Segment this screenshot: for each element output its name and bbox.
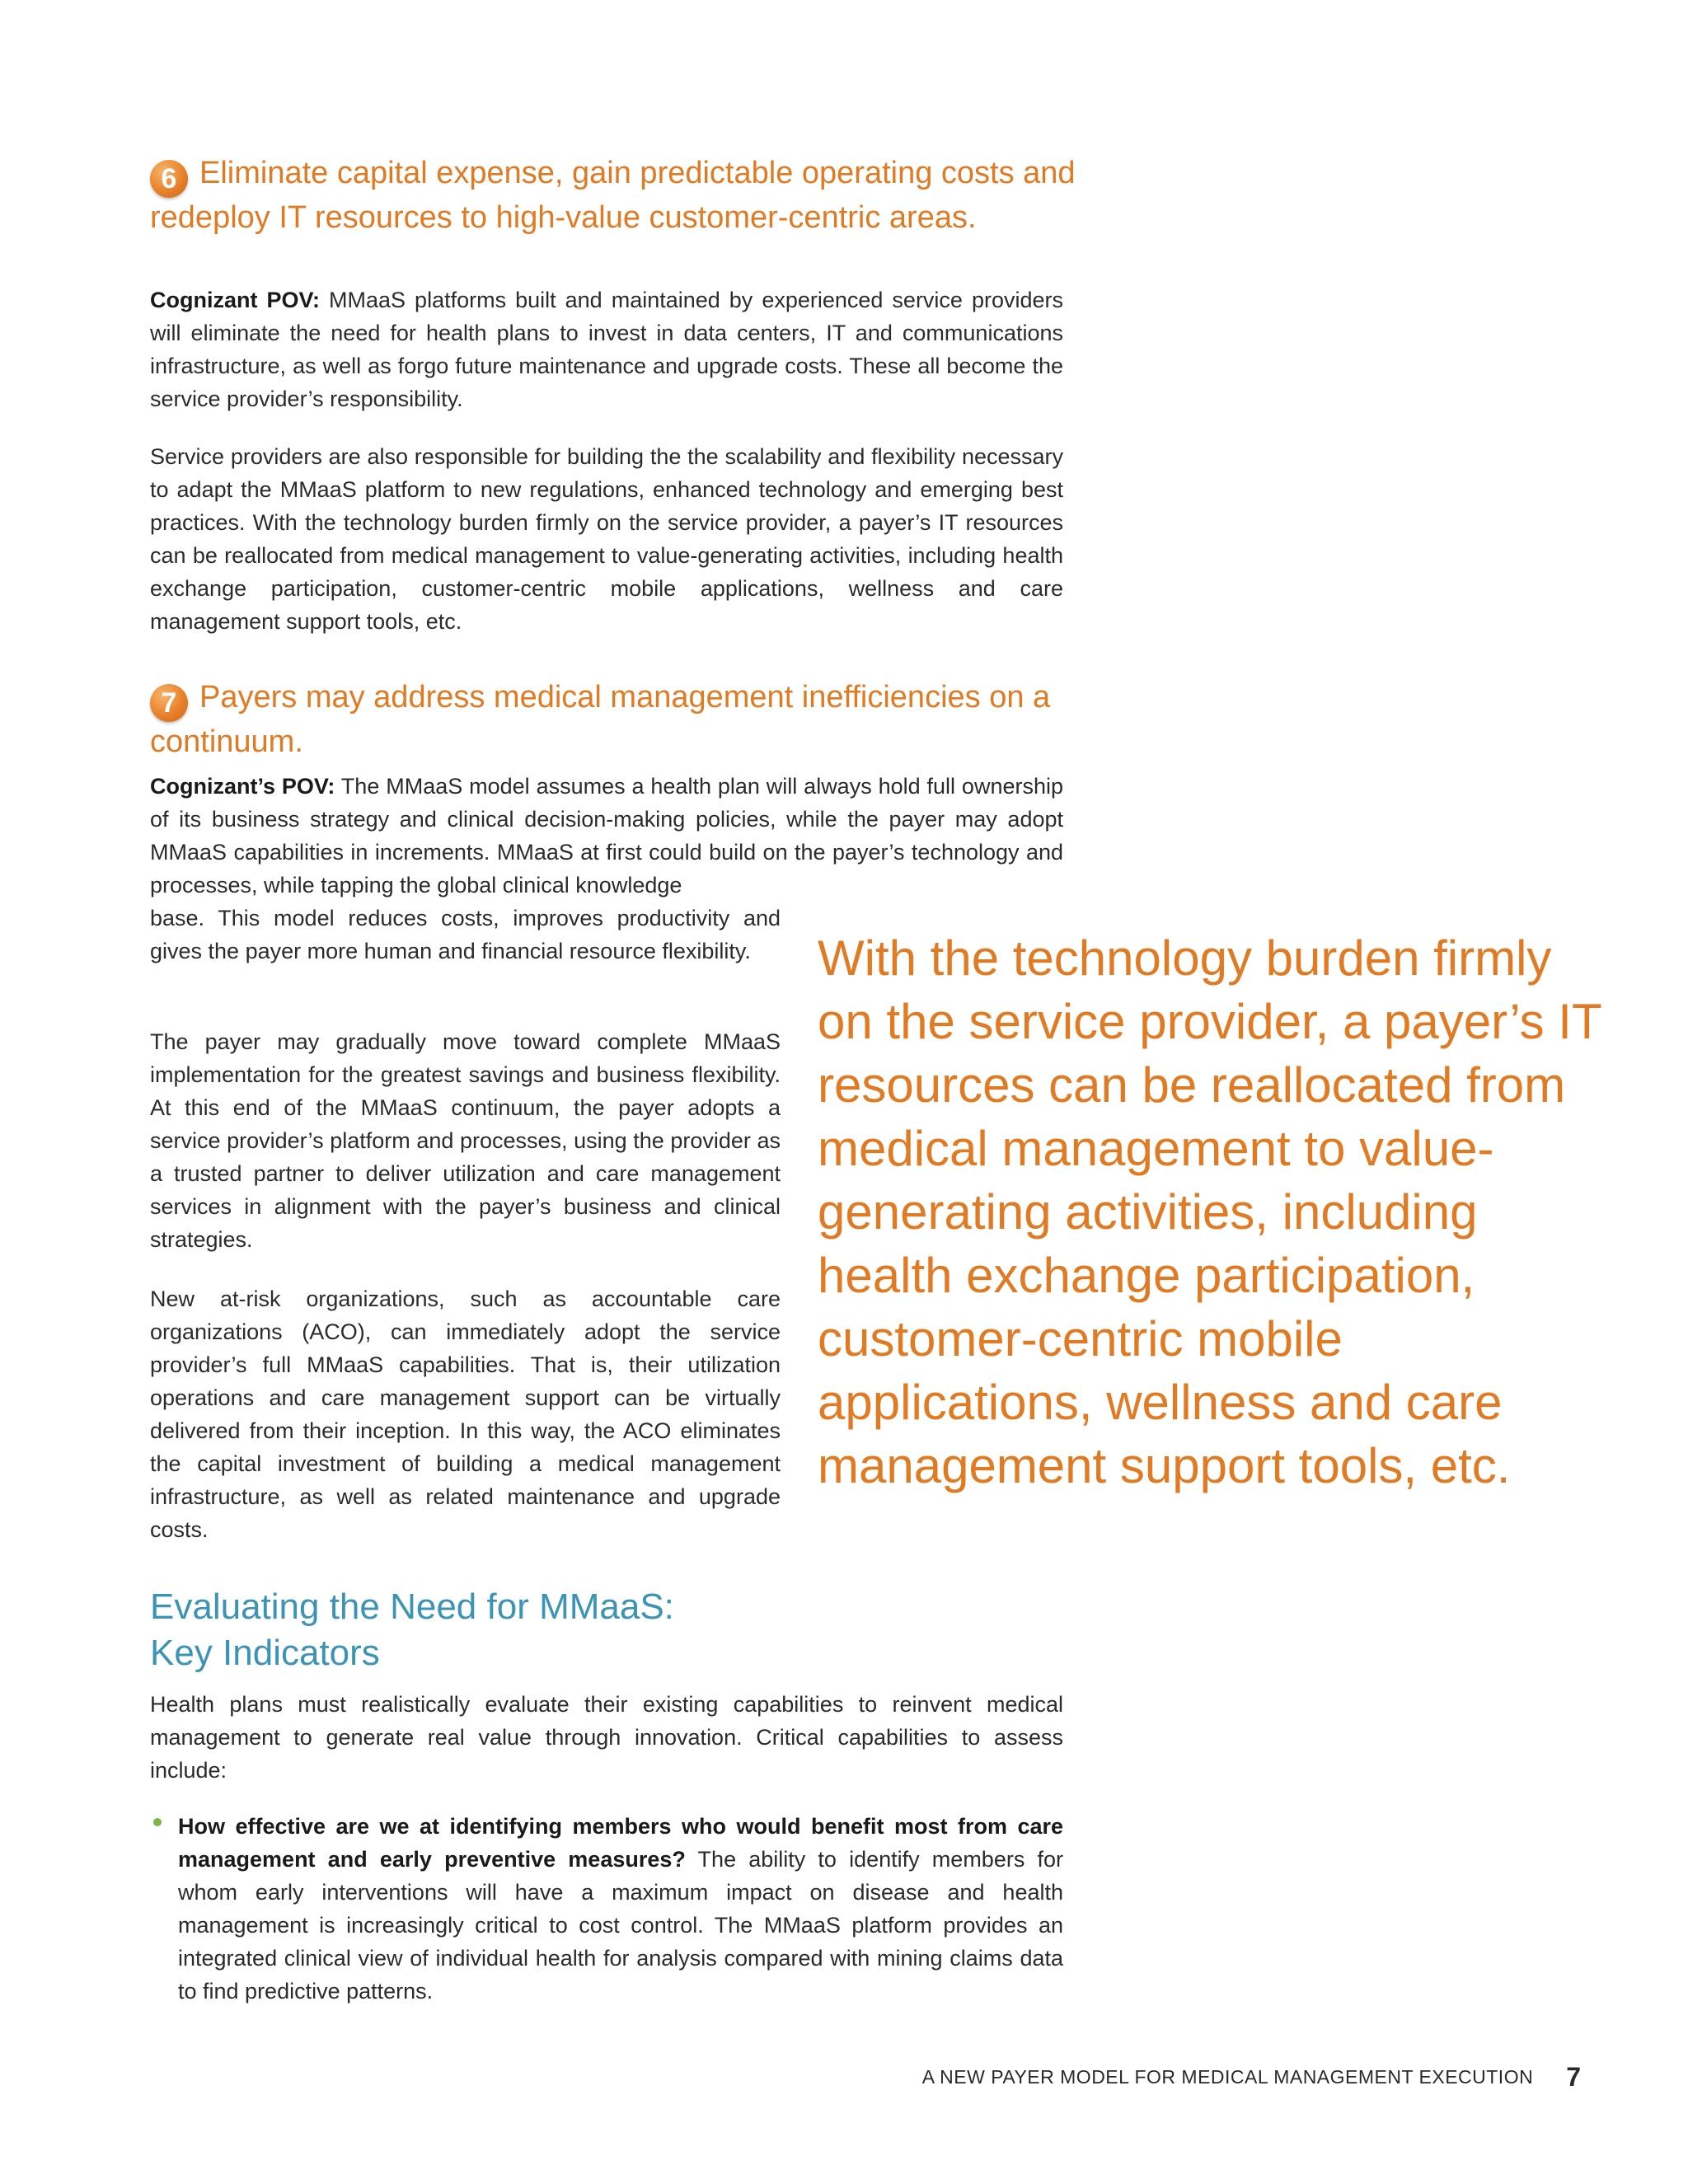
section-7-pov-paragraph — [150, 770, 1063, 902]
footer-title: A NEW PAYER MODEL FOR MEDICAL MANAGEMENT EXECUTION — [921, 2065, 1534, 2088]
list-item-body: The ability to identify members for whom early interventions will have a maximum impact on disease and health management is increasingly critical to cost control. The MMaaS platform provides an integrated clinical view of individual health for analysis compared with mining claims data to find predictive patterns. — [178, 1847, 1063, 2004]
evaluating-heading — [150, 1584, 892, 1676]
section-7-paragraph-2: The payer may gradually move toward complete MMaaS implementation for the greatest savings and business flexibility. At this end of the MMaaS continuum, the payer adopts a service provider’s platform and processes, using the provider as a trusted partner to deliver utilization and care management services in alignment with the payer’s business and clinical strategies. — [150, 1029, 781, 1252]
section-7-pov-text: The MMaaS model assumes a health plan will always hold full ownership of its business strategy and clinical decision-making policies, while the payer may adopt MMaaS capabilities in increments. MMaaS at first could build on the payer’s technology and processes, while tapping the global clinical knowledge — [150, 774, 1064, 898]
key-indicators-list — [150, 1810, 1063, 2008]
section-7-pov-label: Cognizant’s POV: — [150, 774, 335, 799]
section-7-heading — [150, 677, 1081, 762]
section-7-pov-continuation: base. This model reduces costs, improves productivity and gives the payer more human and financial resource flexibility. — [150, 906, 781, 963]
section-6-paragraph-2: Service providers are also responsible for building the the scalability and flexibility necessary to adapt the MMaaS platform to new regulations, enhanced technology and emerging best practices. With the technology burden firmly on the service provider, a payer’s IT resources can be reallocated from medical management to value-generating activities, including health exchange participation, customer-centric mobile applications, wellness and care management support tools, etc. — [150, 444, 1063, 634]
list-item-text — [178, 1810, 1063, 2008]
section-6-pov-text: MMaaS platforms built and maintained by experienced service providers will eliminate the need for health plans to invest in data centers, IT and communications infrastructure, as well as forgo future maintenance and upgrade costs. These all become the service provider’s responsibility. — [150, 288, 1064, 411]
pull-quote: With the technology burden firmly on the service provider, a payer’s IT resources can be reallocated from medical management to value-generating activities, including health exchange participation, customer-centric mobile applications, wellness and care management support tools, etc. — [818, 930, 1601, 1493]
evaluating-intro: Health plans must realistically evaluate their existing capabilities to reinvent medical management to generate real value through innovation. Critical capabilities to assess include: — [150, 1692, 1063, 1783]
section-7-number-badge: 7 — [150, 684, 188, 722]
evaluating-heading-line-1: Evaluating the Need for MMaaS: — [150, 1586, 674, 1627]
section-7-paragraph-3: New at-risk organizations, such as accountable care organizations (ACO), can immediately adopt the service provider’s full MMaaS capabilities. That is, their utilization operations and care management support can be virtually delivered from their inception. In this way, the ACO eliminates the capital investment of building a medical management infrastructure, as well as related maintenance and upgrade costs. — [150, 1286, 781, 1542]
section-6-heading-text: Eliminate capital expense, gain predictable operating costs and redeploy IT resources to high-value customer-centric areas. — [150, 156, 1076, 235]
page-footer — [922, 2060, 1581, 2093]
evaluating-heading-line-2: Key Indicators — [150, 1633, 380, 1673]
section-6-pov-label: Cognizant POV: — [150, 288, 321, 312]
list-item-question: How effective are we at identifying members who would benefit most from care management and early preventive measures? — [178, 1814, 1063, 1872]
bullet-icon — [153, 1818, 162, 1826]
section-6-number-badge: 6 — [150, 160, 188, 198]
section-6-pov-paragraph — [150, 284, 1063, 415]
section-6-heading — [150, 153, 1081, 237]
list-item — [150, 1810, 1063, 2008]
section-7-heading-text: Payers may address medical management inefficiencies on a continuum. — [150, 680, 1051, 759]
page-number: 7 — [1566, 2061, 1581, 2092]
